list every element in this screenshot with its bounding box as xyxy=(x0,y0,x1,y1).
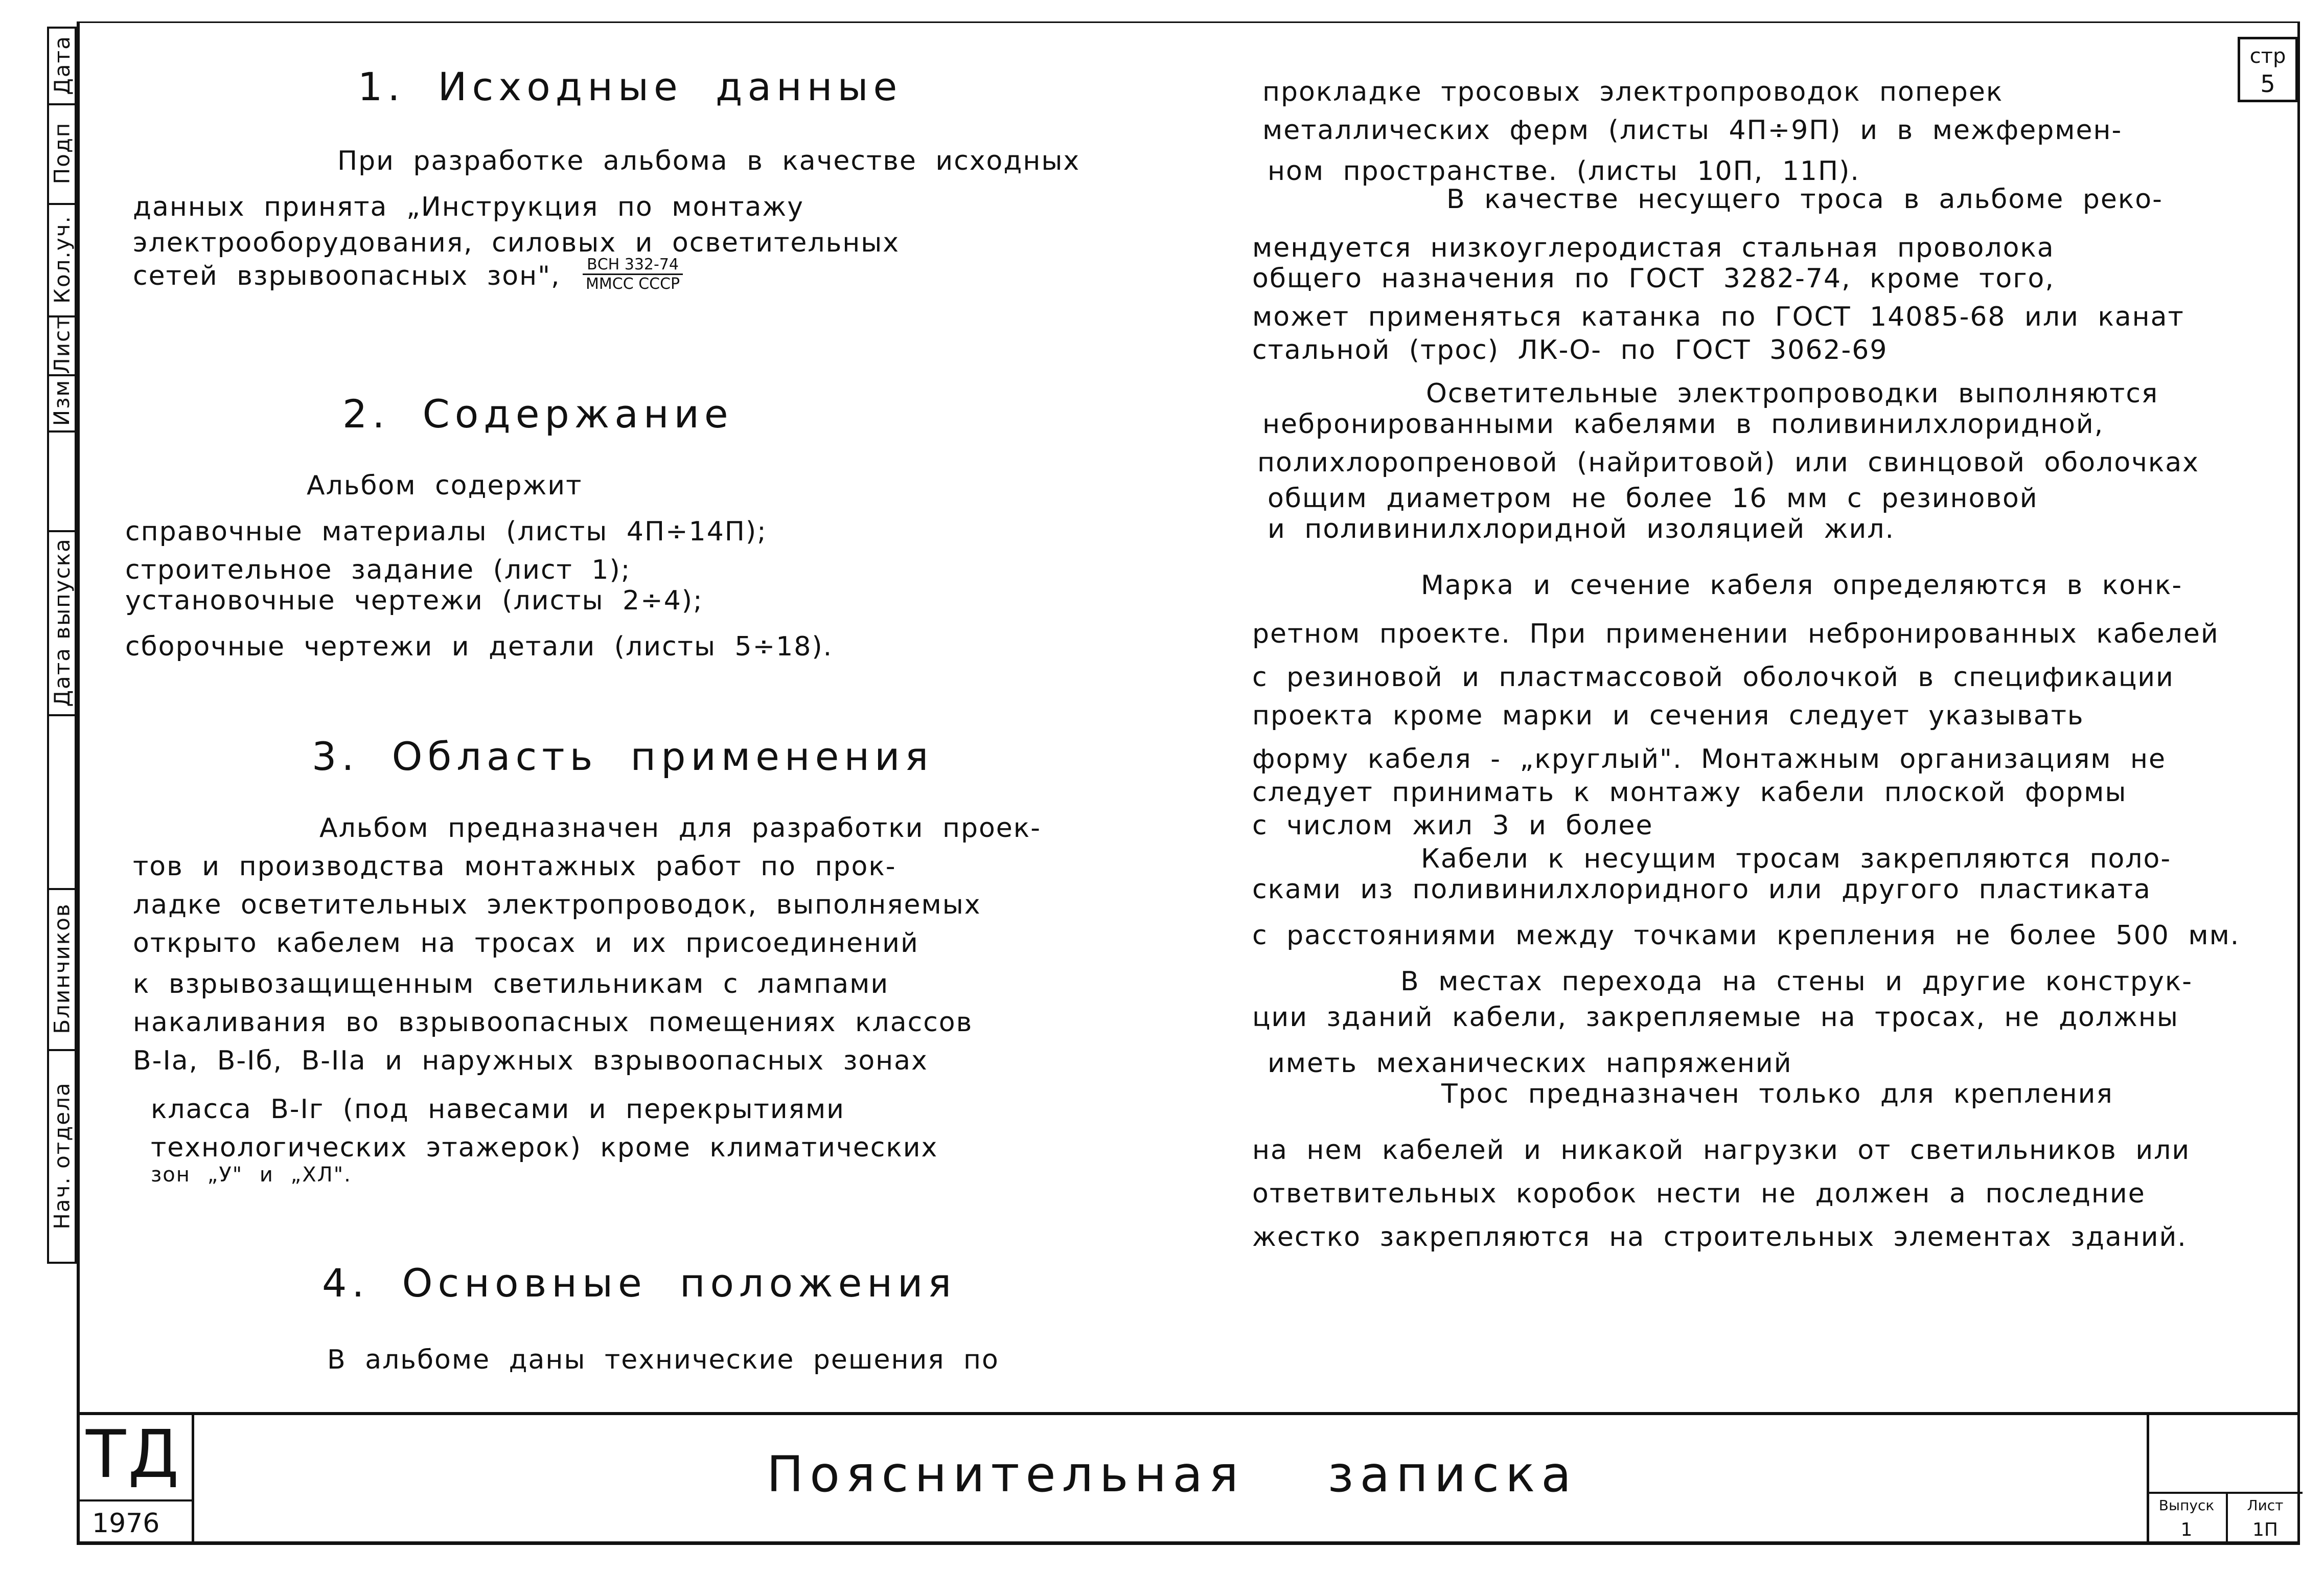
page-label: стр xyxy=(2249,44,2286,68)
title-block xyxy=(77,1412,2300,1545)
stamp-author: Блинчиков xyxy=(49,903,75,1034)
r-line-7: может применяться катанка по ГОСТ 14085-68 или канат xyxy=(1252,302,2184,332)
stamp-change: Изм xyxy=(49,379,75,426)
s2-line-4: установочные чертежи (листы 2÷4); xyxy=(125,585,703,616)
stamp-date: Дата xyxy=(49,35,75,95)
s2-line-3: строительное задание (лист 1); xyxy=(125,555,631,585)
r-line-24: В местах перехода на стены и другие конструк- xyxy=(1400,966,2193,997)
s1-reference xyxy=(583,256,683,293)
s2-line-5: сборочные чертежи и детали (листы 5÷18). xyxy=(125,631,833,662)
r-line-6: общего назначения по ГОСТ 3282-74, кроме того, xyxy=(1252,263,2055,294)
code-cell xyxy=(77,1415,194,1545)
issue-value: 1 xyxy=(2180,1519,2193,1540)
r-line-9: Осветительные электропроводки выполняются xyxy=(1426,378,2159,409)
sheet-label: Лист xyxy=(2247,1497,2284,1514)
r-line-18: форму кабеля - „круглый". Монтажным организациям не xyxy=(1252,744,2167,775)
r-line-20: с числом жил 3 и более xyxy=(1252,810,1653,841)
r-line-2: металлических ферм (листы 4П÷9П) и в межфермен- xyxy=(1262,115,2123,146)
r-line-29: ответвительных коробок нести не должен а последние xyxy=(1252,1178,2146,1209)
s1-reference-top: ВСН 332-74 xyxy=(583,256,683,275)
document-year: 1976 xyxy=(92,1508,160,1539)
r-line-15: ретном проекте. При применении небронированных кабелей xyxy=(1252,619,2219,649)
stamp-sign: Подп xyxy=(49,122,75,185)
stamp-release-date: Дата выпуска xyxy=(49,537,75,707)
page-number-box xyxy=(2238,37,2298,102)
r-line-11: полихлоропреновой (найритовой) или свинцовой оболочках xyxy=(1257,447,2199,478)
s3-line-10: зон „У" и „ХЛ". xyxy=(151,1163,352,1187)
r-line-16: с резиновой и пластмассовой оболочкой в спецификации xyxy=(1252,662,2174,693)
r-line-26: иметь механических напряжений xyxy=(1268,1048,1792,1079)
r-line-1: прокладке тросовых электропроводок поперек xyxy=(1262,77,2004,107)
issue-label: Выпуск xyxy=(2158,1497,2215,1514)
section-3-title: 3. Область применения xyxy=(312,734,934,779)
r-line-8: стальной (трос) ЛК-О- по ГОСТ 3062-69 xyxy=(1252,335,1888,366)
sheet-value: 1П xyxy=(2252,1519,2278,1540)
s1-line-4: сетей взрывоопасных зон", xyxy=(133,261,561,291)
page-number: 5 xyxy=(2260,70,2275,98)
r-line-23: с расстояниями между точками крепления не более 500 мм. xyxy=(1252,920,2240,951)
r-line-22: сками из поливинилхлоридного или другого пластиката xyxy=(1252,874,2151,905)
r-line-4: В качестве несущего троса в альбоме реко- xyxy=(1446,184,2163,215)
s3-line-6: накаливания во взрывоопасных помещениях классов xyxy=(133,1007,973,1038)
s3-line-3: ладке осветительных электропроводок, выполняемых xyxy=(133,890,981,920)
document-code: ТД xyxy=(86,1417,181,1493)
s3-line-9: технологических этажерок) кроме климатических xyxy=(151,1132,938,1163)
s3-line-7: В-Iа, В-Iб, В-IIа и наружных взрывоопасных зонах xyxy=(133,1045,928,1076)
s3-line-2: тов и производства монтажных работ по прок- xyxy=(133,851,896,882)
stamp-qty: Кол.уч. xyxy=(49,215,75,304)
s1-line-2: данных принята „Инструкция по монтажу xyxy=(133,192,804,222)
r-line-3: ном пространстве. (листы 10П, 11П). xyxy=(1268,156,1860,187)
r-line-21: Кабели к несущим тросам закрепляются поло- xyxy=(1421,844,2172,874)
r-line-10: небронированными кабелями в поливинилхлоридной, xyxy=(1262,409,2104,440)
section-1-title: 1. Исходные данные xyxy=(358,64,903,109)
r-line-25: ции зданий кабели, закрепляемые на тросах, не должны xyxy=(1252,1002,2179,1033)
s2-line-2: справочные материалы (листы 4П÷14П); xyxy=(125,516,767,547)
issue-sheet-cells xyxy=(2147,1415,2300,1545)
s3-line-8: класса В-Iг (под навесами и перекрытиями xyxy=(151,1094,845,1125)
s3-line-1: Альбом предназначен для разработки проек- xyxy=(319,813,1041,844)
r-line-30: жестко закрепляются на строительных элементах зданий. xyxy=(1252,1222,2187,1253)
section-4-title: 4. Основные положения xyxy=(322,1260,957,1306)
r-line-12: общим диаметром не более 16 мм с резиновой xyxy=(1268,483,2038,514)
stamp-sheet: Лист xyxy=(49,315,75,374)
s2-line-1: Альбом содержит xyxy=(307,470,583,501)
r-line-27: Трос предназначен только для крепления xyxy=(1441,1079,2113,1109)
s1-reference-bottom: ММСС СССР xyxy=(586,275,680,293)
r-line-19: следует принимать к монтажу кабели плоской формы xyxy=(1252,777,2127,808)
s1-line-3: электрооборудования, силовых и осветительных xyxy=(133,227,900,258)
stamp-head: Нач. отдела xyxy=(49,1081,75,1230)
r-line-17: проекта кроме марки и сечения следует указывать xyxy=(1252,700,2084,731)
section-2-title: 2. Содержание xyxy=(342,391,733,437)
r-line-13: и поливинилхлоридной изоляцией жил. xyxy=(1268,514,1895,544)
s3-line-5: к взрывозащищенным светильникам с лампами xyxy=(133,969,889,999)
r-line-5: мендуется низкоуглеродистая стальная проволока xyxy=(1252,233,2055,263)
r-line-14: Марка и сечение кабеля определяются в конк- xyxy=(1421,570,2183,601)
s4-line-1: В альбоме даны технические решения по xyxy=(327,1345,999,1375)
document-title: Пояснительная записка xyxy=(767,1446,1578,1503)
r-line-28: на нем кабелей и никакой нагрузки от светильников или xyxy=(1252,1135,2191,1166)
s3-line-4: открыто кабелем на тросах и их присоединений xyxy=(133,928,919,959)
margin-stamp xyxy=(47,27,77,1264)
code-divider xyxy=(77,1499,192,1501)
s1-line-1: При разработке альбома в качестве исходных xyxy=(337,146,1080,176)
